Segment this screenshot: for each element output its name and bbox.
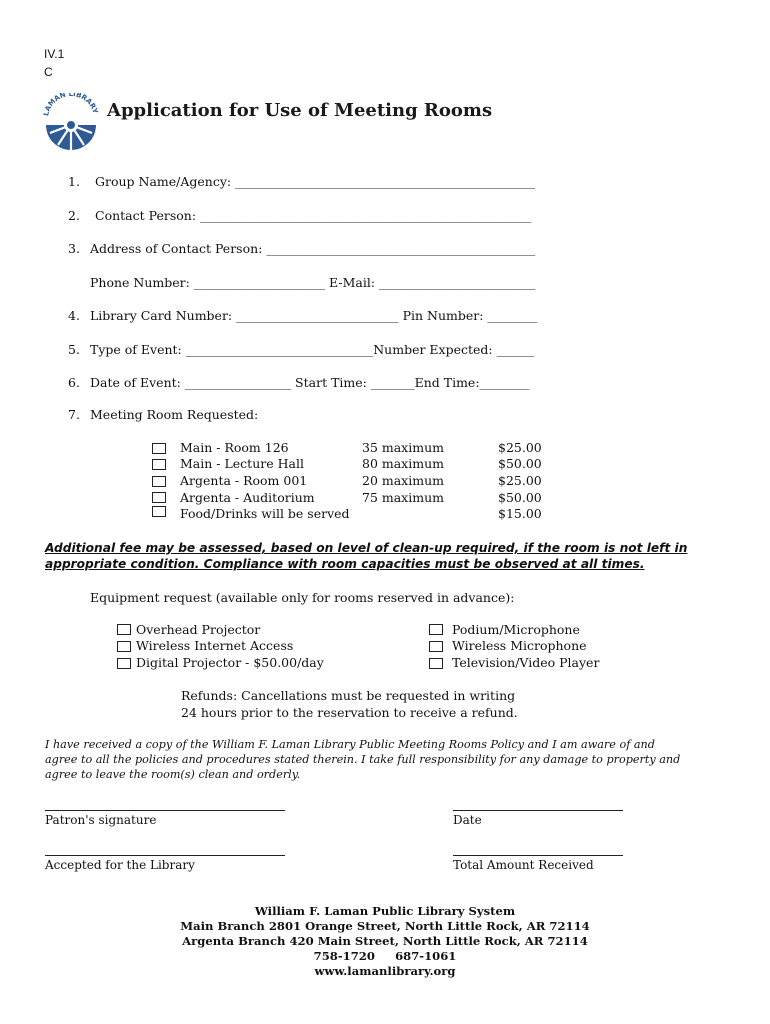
footer-main-branch: Main Branch 2801 Orange Street, North Little Rock, AR 72114: [180, 919, 590, 933]
library-card-field[interactable]: Library Card Number: __________________________ Pin Number: ________: [90, 308, 538, 323]
library-acceptance-label: Accepted for the Library: [45, 858, 195, 872]
room-capacity: 75 maximum: [362, 490, 444, 505]
form-code-suffix: C: [44, 65, 53, 79]
footer-website: www.lamanlibrary.org: [314, 964, 456, 978]
room-name: Food/Drinks will be served: [180, 506, 350, 521]
library-logo: [40, 93, 102, 157]
room-checkbox[interactable]: [152, 492, 166, 503]
field-number: 6.: [68, 375, 80, 390]
refund-policy-line: Refunds: Cancellations must be requested in writing: [181, 688, 516, 703]
patron-signature-line[interactable]: [45, 810, 285, 811]
room-price: $25.00: [498, 440, 542, 455]
agreement-text-line: I have received a copy of the William F. Laman Library Public Meeting Rooms Policy and I am aware of and: [45, 738, 655, 751]
equipment-checkbox[interactable]: [429, 624, 443, 635]
field-number: 3.: [68, 241, 80, 256]
room-name: Argenta - Room 001: [180, 473, 308, 488]
page-title: Application for Use of Meeting Rooms: [107, 100, 493, 121]
date-label: Date: [453, 813, 482, 827]
room-price: $25.00: [498, 473, 542, 488]
field-number: 4.: [68, 308, 80, 323]
agreement-text-line: agree to all the policies and procedures stated therein. I take full responsibility for any damage to property and: [45, 753, 681, 766]
equipment-option: Podium/Microphone: [452, 622, 580, 637]
equipment-option: Wireless Internet Access: [136, 638, 294, 653]
refund-policy-line: 24 hours prior to the reservation to receive a refund.: [181, 705, 518, 720]
equipment-checkbox[interactable]: [429, 641, 443, 652]
form-code: IV.1: [44, 47, 65, 61]
equipment-checkbox[interactable]: [117, 641, 131, 652]
equipment-option: Television/Video Player: [452, 655, 600, 670]
room-name: Main - Room 126: [180, 440, 289, 455]
field-number: 2.: [68, 208, 80, 223]
cleanup-notice-line: Additional fee may be assessed, based on level of clean-up required, if the room is not left in: [45, 541, 688, 555]
room-price: $50.00: [498, 456, 542, 471]
footer-library-name: William F. Laman Public Library System: [254, 904, 516, 918]
group-name-field[interactable]: Group Name/Agency: ________________________________________________: [95, 174, 536, 189]
field-number: 7.: [68, 407, 80, 422]
library-acceptance-line[interactable]: [45, 855, 285, 856]
field-number: 1.: [68, 174, 80, 189]
equipment-checkbox[interactable]: [429, 658, 443, 669]
contact-person-field[interactable]: Contact Person: _____________________________________________________: [95, 208, 532, 223]
agreement-text-line: agree to leave the room(s) clean and orderly.: [45, 768, 301, 781]
room-capacity: 35 maximum: [362, 440, 444, 455]
equipment-option: Wireless Microphone: [452, 638, 587, 653]
equipment-checkbox[interactable]: [117, 624, 131, 635]
room-name: Main - Lecture Hall: [180, 456, 304, 471]
address-field[interactable]: Address of Contact Person: ___________________________________________: [90, 241, 536, 256]
room-name: Argenta - Auditorium: [180, 490, 315, 505]
total-amount-line[interactable]: [453, 855, 623, 856]
room-checkbox[interactable]: [152, 443, 166, 454]
patron-signature-label: Patron's signature: [45, 813, 157, 827]
footer-argenta-branch: Argenta Branch 420 Main Street, North Little Rock, AR 72114: [182, 934, 588, 948]
phone-email-field[interactable]: Phone Number: _____________________ E-Mail: _________________________: [90, 275, 536, 290]
date-line[interactable]: [453, 810, 623, 811]
svg-text:LAMAN LIBRARY: LAMAN LIBRARY: [42, 93, 100, 117]
room-checkbox[interactable]: [152, 459, 166, 470]
field-number: 5.: [68, 342, 80, 357]
meeting-room-label: Meeting Room Requested:: [90, 407, 259, 422]
food-drinks-checkbox[interactable]: [152, 506, 166, 517]
event-date-field[interactable]: Date of Event: _________________ Start Time: _______End Time:________: [90, 375, 530, 390]
equipment-checkbox[interactable]: [117, 658, 131, 669]
room-checkbox[interactable]: [152, 476, 166, 487]
room-price: $15.00: [498, 506, 542, 521]
equipment-option: Overhead Projector: [136, 622, 261, 637]
equipment-heading: Equipment request (available only for rooms reserved in advance):: [90, 590, 515, 605]
room-price: $50.00: [498, 490, 542, 505]
event-type-field[interactable]: Type of Event: ______________________________Number Expected: ______: [90, 342, 535, 357]
cleanup-notice-line: appropriate condition. Compliance with room capacities must be observed at all times.: [45, 557, 645, 571]
room-capacity: 20 maximum: [362, 473, 444, 488]
room-capacity: 80 maximum: [362, 456, 444, 471]
equipment-option: Digital Projector - $50.00/day: [136, 655, 324, 670]
library-logo-icon: [40, 93, 102, 157]
total-amount-label: Total Amount Received: [453, 858, 594, 872]
footer-phone-numbers: 758-1720 687-1061: [313, 949, 457, 963]
